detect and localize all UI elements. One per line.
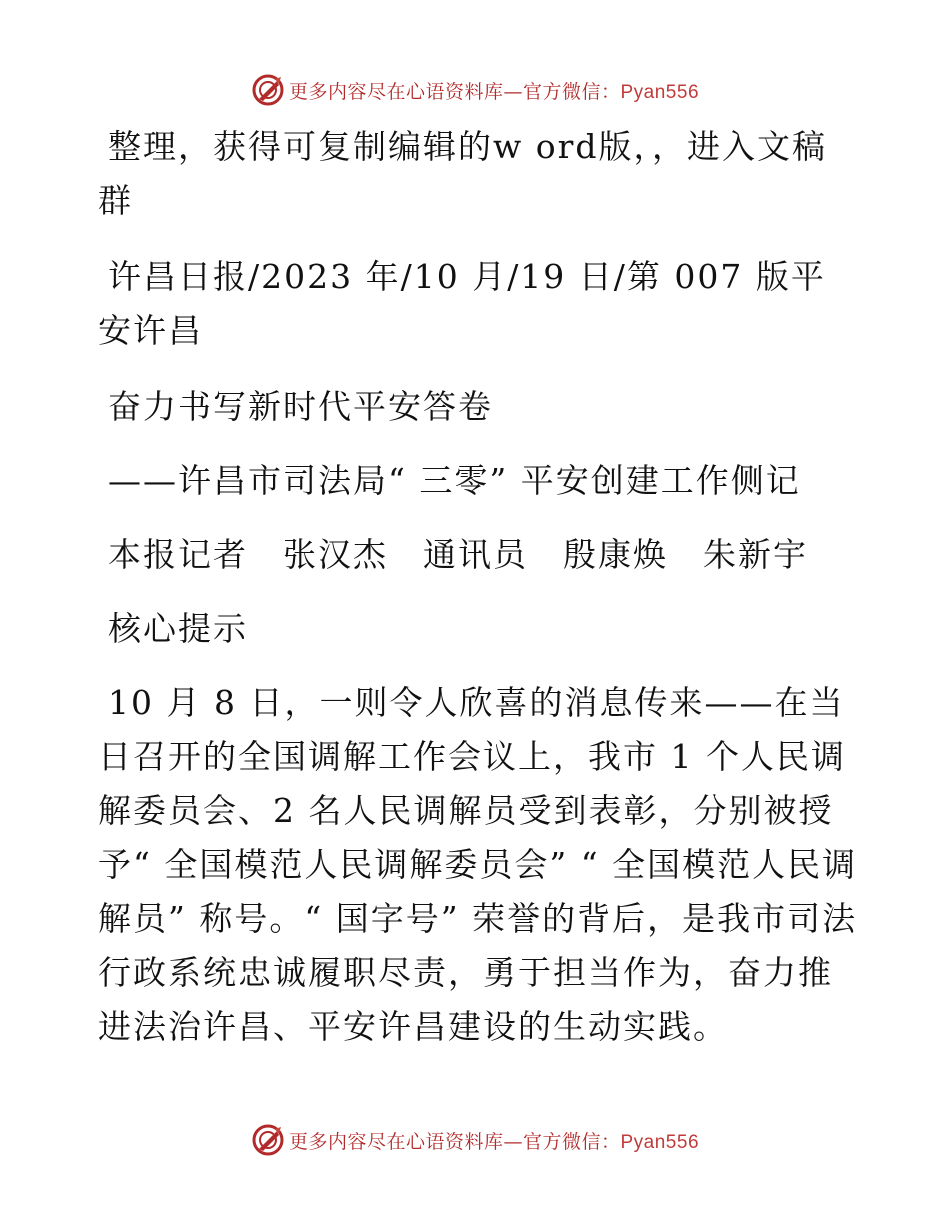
source-line: 许昌日报/2023 年/10 月/19 日/第 007 版平安许昌 xyxy=(98,257,826,350)
watermark-separator: — xyxy=(503,80,523,103)
watermark-main: 更多内容尽在心语资料库 xyxy=(288,80,504,103)
watermark-wechat-id: Pyan556 xyxy=(620,1131,700,1153)
byline: 本报记者 张汉杰 通讯员 殷康焕 朱新宇 xyxy=(108,535,808,574)
body-paragraph: 10 月 8 日，一则令人欣喜的消息传来——在当日召开的全国调解工作会议上，我市 1 个人民调解委员会、2 名人民调解员受到表彰，分别被授予“ 全国模范人民调解委员会” “ 全国模范人民调解员” 称号。“ 国字号” 荣誉的背后，是我市司法行政系统忠诚履职尽责，勇于担当作为，奋力推进法治许昌、平安许昌建设的生动实践。 xyxy=(98,683,858,1046)
article-subtitle: ——许昌市司法局“ 三零” 平安创建工作侧记 xyxy=(108,461,801,500)
document-body xyxy=(98,120,858,1054)
watermark-official: 官方微信： xyxy=(522,80,621,103)
watermark-text xyxy=(289,1127,699,1154)
watermark-official: 官方微信： xyxy=(522,1130,621,1153)
quill-logo-icon xyxy=(251,1123,285,1157)
footer-watermark xyxy=(0,1120,950,1160)
section-heading: 核心提示 xyxy=(108,609,248,648)
intro-note: 整理，获得可复制编辑的w ord版，，进入文稿群 xyxy=(98,127,828,220)
article-title: 奋力书写新时代平安答卷 xyxy=(108,387,493,426)
watermark-wechat-id: Pyan556 xyxy=(620,81,700,103)
quill-logo-icon xyxy=(251,73,285,107)
watermark-separator: — xyxy=(503,1130,523,1153)
watermark-main: 更多内容尽在心语资料库 xyxy=(288,1130,504,1153)
header-watermark xyxy=(0,70,950,110)
watermark-text xyxy=(289,77,699,104)
